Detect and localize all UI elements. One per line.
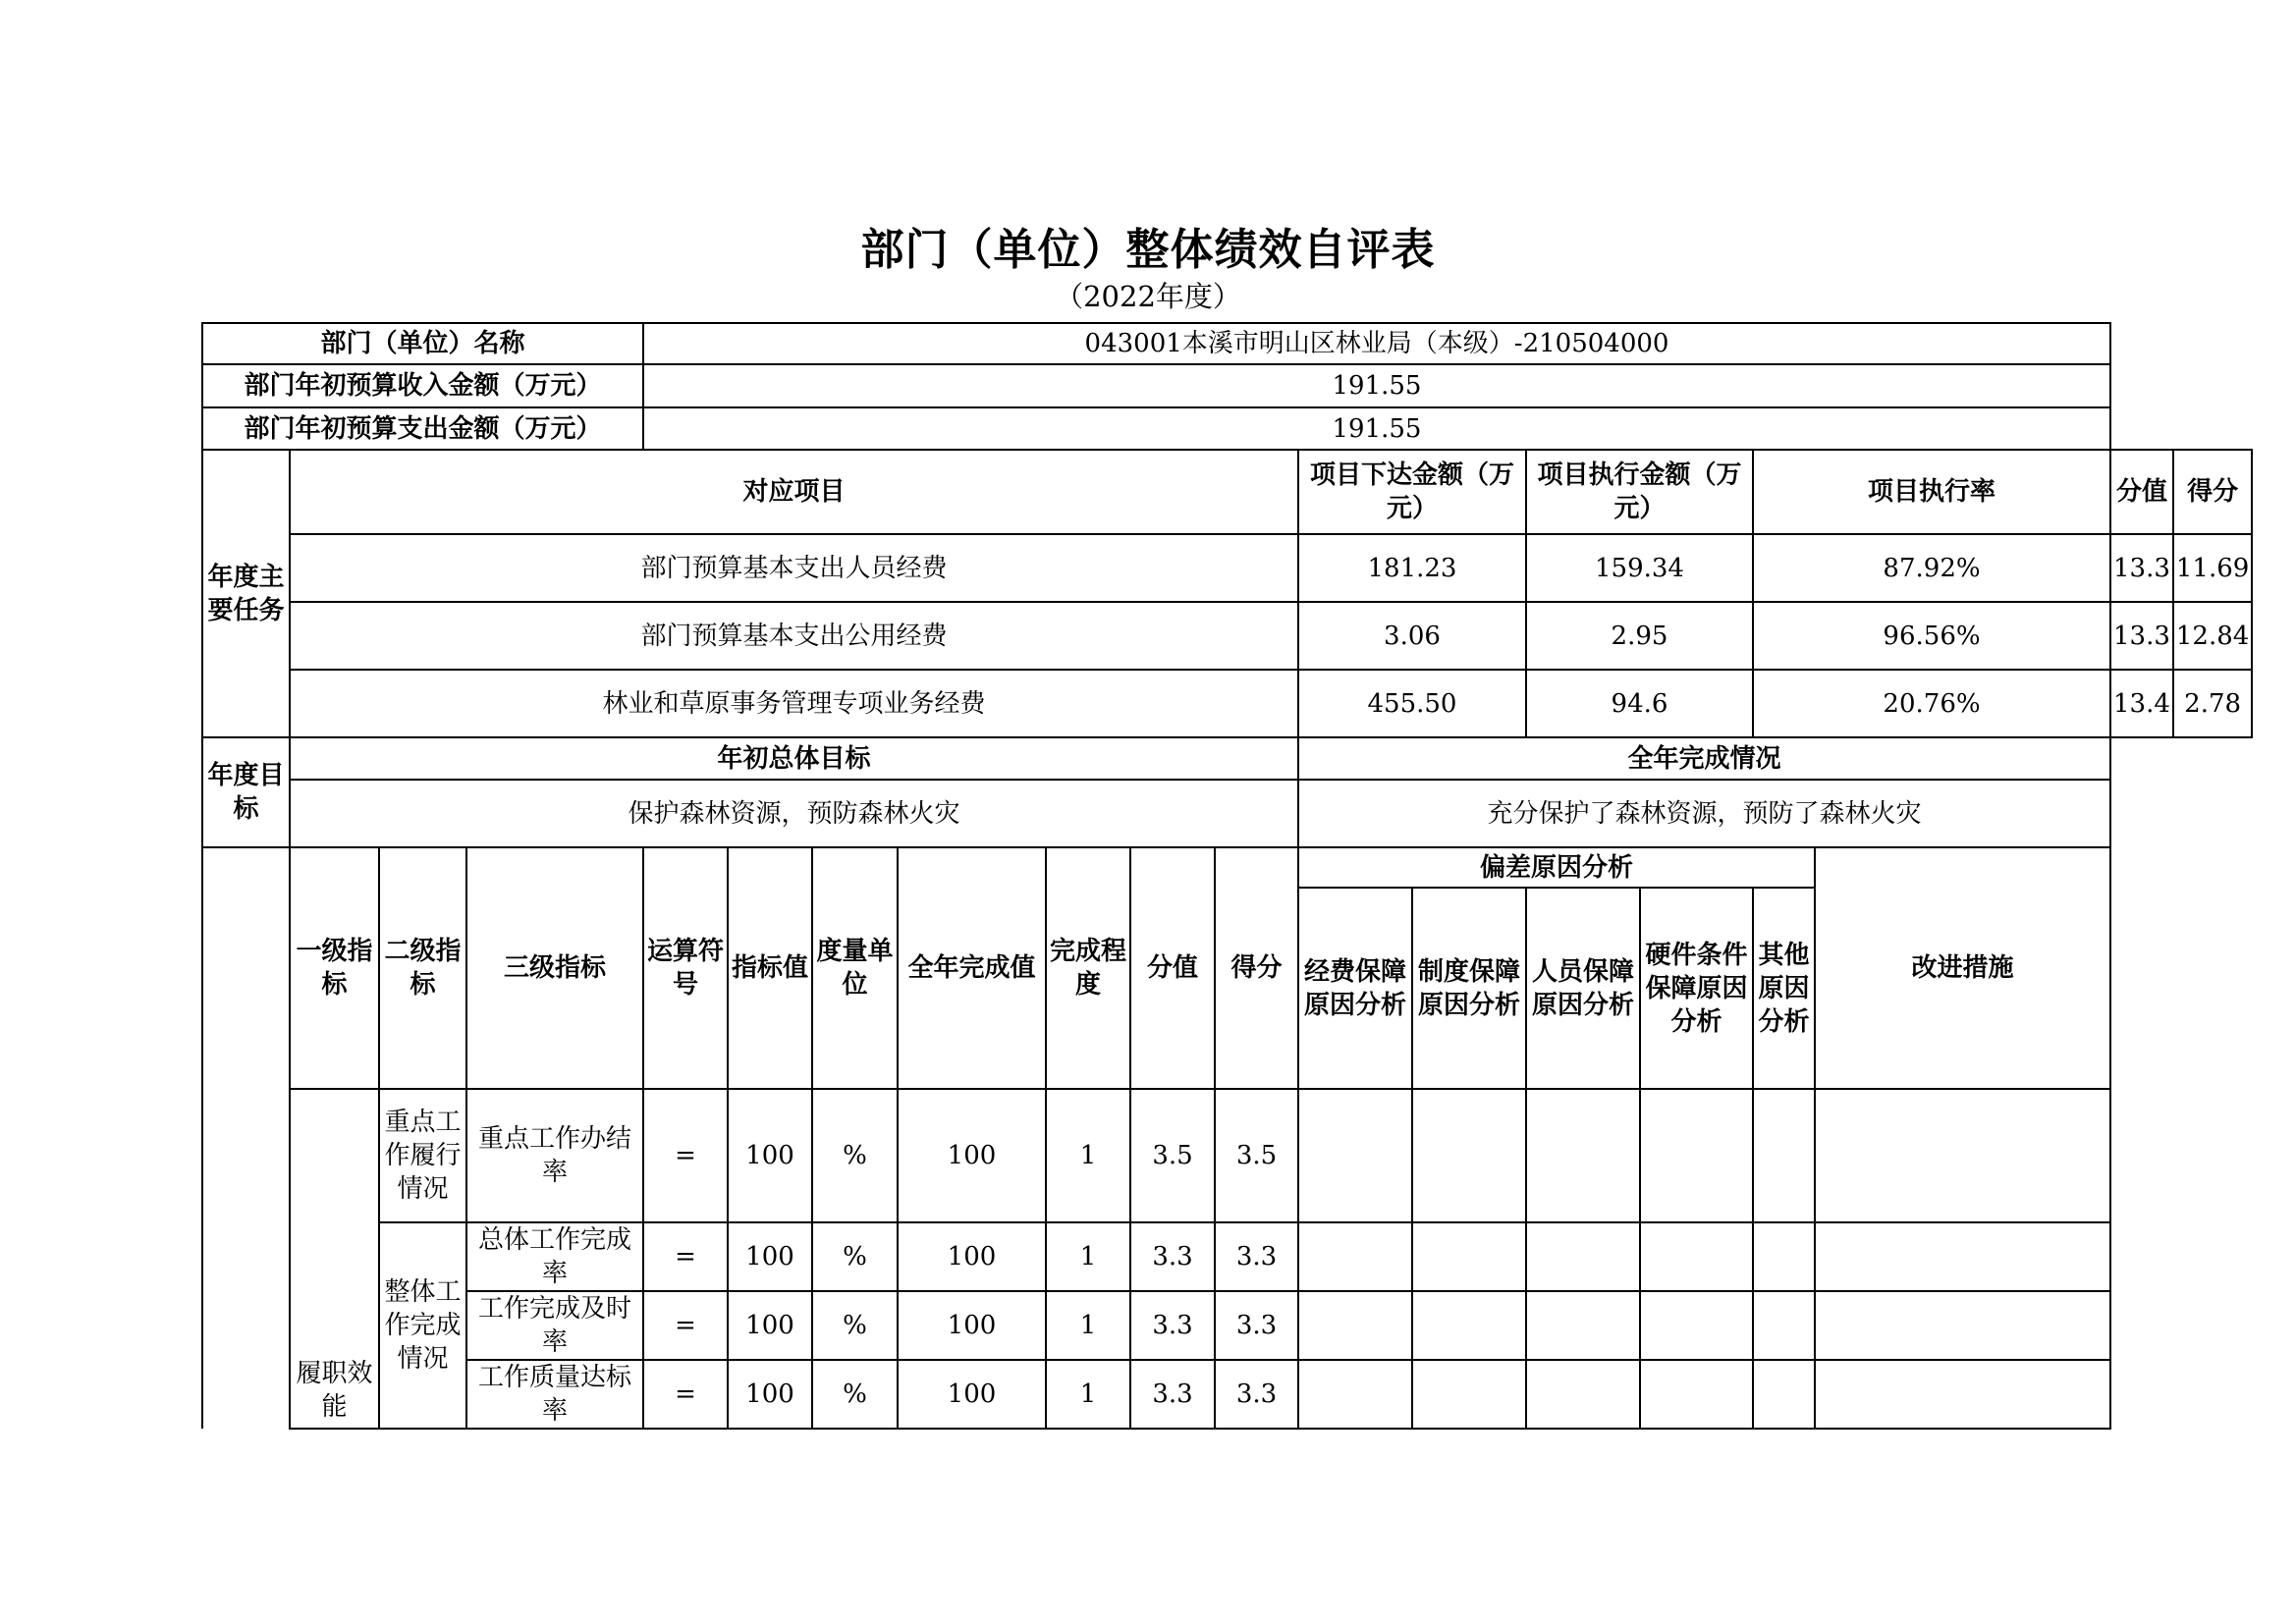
tasks-header-rate: 项目执行率 — [1753, 450, 2110, 534]
ind-dev-other — [1753, 1360, 1815, 1429]
ind-dev-hardware — [1640, 1291, 1753, 1360]
task-project: 林业和草原事务管理专项业务经费 — [290, 670, 1298, 737]
goals-initial: 保护森林资源，预防森林火灾 — [290, 780, 1298, 847]
ind-dev-system — [1412, 1222, 1526, 1291]
ind-target: 100 — [728, 1222, 812, 1291]
ind-unit: % — [812, 1222, 898, 1291]
ind-header-score-value: 分值 — [1130, 847, 1215, 1089]
ind-operator: = — [643, 1089, 728, 1222]
ind-header-operator: 运算符号 — [643, 847, 728, 1089]
task-row — [202, 534, 2252, 602]
expense-row — [202, 407, 2252, 450]
ind-actual: 100 — [898, 1291, 1046, 1360]
ind-dev-funding — [1298, 1291, 1412, 1360]
ind-unit: % — [812, 1291, 898, 1360]
ind-dev-funding — [1298, 1360, 1412, 1429]
task-issued: 455.50 — [1298, 670, 1526, 737]
ind-score-value: 3.3 — [1130, 1360, 1215, 1429]
ind-score-value: 3.3 — [1130, 1222, 1215, 1291]
ind-header-improvement: 改进措施 — [1815, 847, 2110, 1089]
ind-header-score: 得分 — [1215, 847, 1298, 1089]
task-score: 12.84 — [2173, 602, 2252, 670]
ind-dev-system — [1412, 1291, 1526, 1360]
task-issued: 3.06 — [1298, 602, 1526, 670]
expense-label: 部门年初预算支出金额（万元） — [202, 407, 643, 450]
goals-completion: 充分保护了森林资源，预防了森林火灾 — [1298, 780, 2110, 847]
task-row — [202, 602, 2252, 670]
ind-target: 100 — [728, 1360, 812, 1429]
ind-actual: 100 — [898, 1222, 1046, 1291]
ind-degree: 1 — [1046, 1291, 1130, 1360]
tasks-header-score-value: 分值 — [2110, 450, 2173, 534]
ind-dev-other — [1753, 1089, 1815, 1222]
ind-improvement — [1815, 1222, 2110, 1291]
ind-actual: 100 — [898, 1089, 1046, 1222]
goals-side-label: 年度目标 — [202, 737, 290, 847]
task-executed: 94.6 — [1526, 670, 1753, 737]
income-row — [202, 364, 2252, 407]
ind-level3: 工作完成及时率 — [466, 1291, 643, 1360]
ind-header-dev-system: 制度保障原因分析 — [1412, 888, 1526, 1089]
indicators-side-cell — [202, 847, 290, 1429]
ind-degree: 1 — [1046, 1222, 1130, 1291]
income-label: 部门年初预算收入金额（万元） — [202, 364, 643, 407]
ind-dev-hardware — [1640, 1222, 1753, 1291]
performance-table — [201, 322, 2253, 1430]
ind-header-target: 指标值 — [728, 847, 812, 1089]
task-score: 11.69 — [2173, 534, 2252, 602]
tasks-header-project: 对应项目 — [290, 450, 1298, 534]
ind-improvement — [1815, 1089, 2110, 1222]
ind-level1: 履职效能 — [290, 1089, 379, 1429]
ind-level3: 总体工作完成率 — [466, 1222, 643, 1291]
goals-row — [202, 780, 2252, 847]
ind-header-dev-staff: 人员保障原因分析 — [1526, 888, 1640, 1089]
indicator-row — [202, 1291, 2252, 1360]
ind-unit: % — [812, 1360, 898, 1429]
ind-level2: 整体工作完成情况 — [379, 1222, 466, 1429]
ind-score: 3.3 — [1215, 1291, 1298, 1360]
indicator-row — [202, 1360, 2252, 1429]
ind-degree: 1 — [1046, 1089, 1130, 1222]
ind-dev-other — [1753, 1291, 1815, 1360]
task-rate: 87.92% — [1753, 534, 2110, 602]
ind-header-dev-hardware: 硬件条件保障原因分析 — [1640, 888, 1753, 1089]
ind-dev-hardware — [1640, 1089, 1753, 1222]
ind-header-deviation: 偏差原因分析 — [1298, 847, 1815, 888]
income-value: 191.55 — [643, 364, 2110, 407]
ind-target: 100 — [728, 1291, 812, 1360]
task-project: 部门预算基本支出人员经费 — [290, 534, 1298, 602]
ind-score-value: 3.5 — [1130, 1089, 1215, 1222]
task-score: 2.78 — [2173, 670, 2252, 737]
ind-dev-staff — [1526, 1360, 1640, 1429]
tasks-header-issued: 项目下达金额（万元） — [1298, 450, 1526, 534]
expense-value: 191.55 — [643, 407, 2110, 450]
page-subtitle: （2022年度） — [1055, 280, 1241, 313]
task-row — [202, 670, 2252, 737]
ind-dev-other — [1753, 1222, 1815, 1291]
goals-initial-header: 年初总体目标 — [290, 737, 1298, 780]
ind-dev-system — [1412, 1089, 1526, 1222]
ind-header-level2: 二级指标 — [379, 847, 466, 1089]
ind-operator: = — [643, 1291, 728, 1360]
ind-score: 3.3 — [1215, 1360, 1298, 1429]
indicator-row — [202, 1089, 2252, 1222]
indicators-header-row — [202, 847, 2252, 888]
goals-completion-header: 全年完成情况 — [1298, 737, 2110, 780]
goals-header-row — [202, 737, 2252, 780]
ind-level3: 重点工作办结率 — [466, 1089, 643, 1222]
task-rate: 96.56% — [1753, 602, 2110, 670]
ind-score: 3.3 — [1215, 1222, 1298, 1291]
ind-score: 3.5 — [1215, 1089, 1298, 1222]
ind-target: 100 — [728, 1089, 812, 1222]
ind-header-unit: 度量单位 — [812, 847, 898, 1089]
ind-level2: 重点工作履行情况 — [379, 1089, 466, 1222]
tasks-header-score: 得分 — [2173, 450, 2252, 534]
ind-header-level3: 三级指标 — [466, 847, 643, 1089]
ind-dev-staff — [1526, 1291, 1640, 1360]
ind-header-actual: 全年完成值 — [898, 847, 1046, 1089]
ind-degree: 1 — [1046, 1360, 1130, 1429]
indicator-row — [202, 1222, 2252, 1291]
ind-dev-system — [1412, 1360, 1526, 1429]
ind-header-degree: 完成程度 — [1046, 847, 1130, 1089]
ind-operator: = — [643, 1360, 728, 1429]
ind-level3: 工作质量达标率 — [466, 1360, 643, 1429]
task-project: 部门预算基本支出公用经费 — [290, 602, 1298, 670]
page-title: 部门（单位）整体绩效自评表 — [860, 225, 1436, 275]
tasks-header-executed: 项目执行金额（万元） — [1526, 450, 1753, 534]
ind-dev-funding — [1298, 1089, 1412, 1222]
tasks-side-label: 年度主要任务 — [202, 450, 290, 737]
dept-row — [202, 323, 2252, 364]
task-rate: 20.76% — [1753, 670, 2110, 737]
ind-dev-funding — [1298, 1222, 1412, 1291]
ind-improvement — [1815, 1360, 2110, 1429]
tasks-header-row — [202, 450, 2252, 534]
task-score-value: 13.4 — [2110, 670, 2173, 737]
task-executed: 159.34 — [1526, 534, 1753, 602]
ind-dev-staff — [1526, 1089, 1640, 1222]
ind-actual: 100 — [898, 1360, 1046, 1429]
task-score-value: 13.3 — [2110, 534, 2173, 602]
dept-label: 部门（单位）名称 — [202, 323, 643, 364]
ind-improvement — [1815, 1291, 2110, 1360]
ind-header-dev-other: 其他原因分析 — [1753, 888, 1815, 1089]
ind-unit: % — [812, 1089, 898, 1222]
dept-value: 043001本溪市明山区林业局（本级）-210504000 — [643, 323, 2110, 364]
ind-dev-hardware — [1640, 1360, 1753, 1429]
ind-score-value: 3.3 — [1130, 1291, 1215, 1360]
ind-header-dev-funding: 经费保障原因分析 — [1298, 888, 1412, 1089]
ind-header-level1: 一级指标 — [290, 847, 379, 1089]
ind-operator: = — [643, 1222, 728, 1291]
ind-dev-staff — [1526, 1222, 1640, 1291]
task-issued: 181.23 — [1298, 534, 1526, 602]
task-score-value: 13.3 — [2110, 602, 2173, 670]
task-executed: 2.95 — [1526, 602, 1753, 670]
